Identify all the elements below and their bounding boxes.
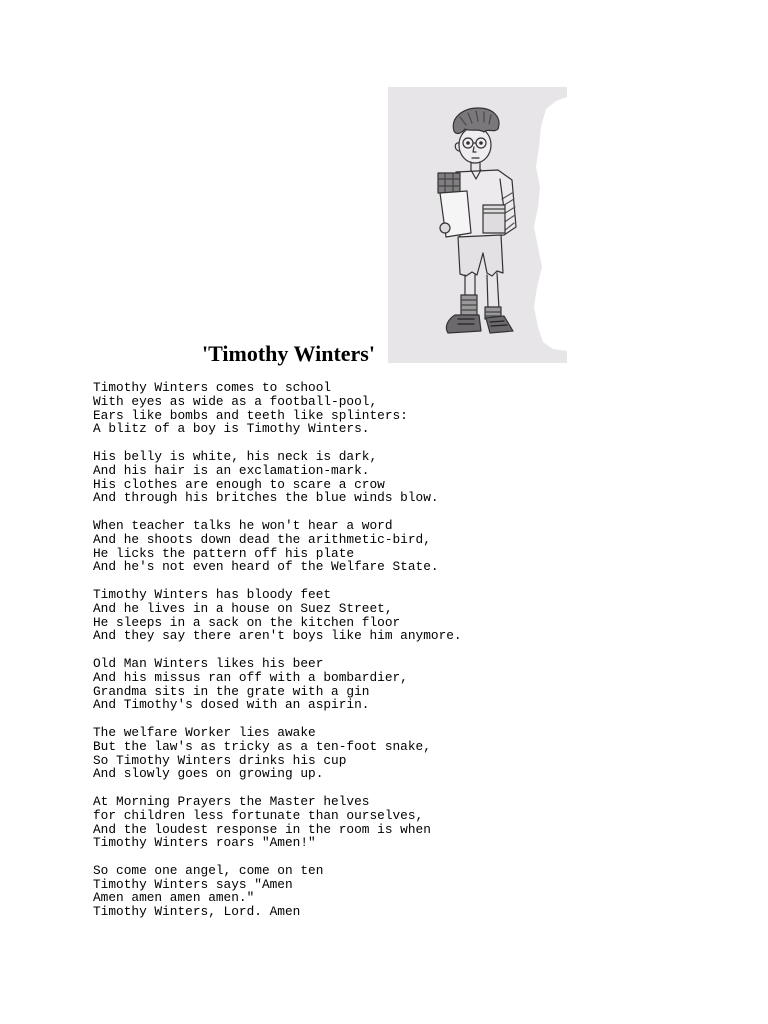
poem-line: He licks the pattern off his plate — [93, 545, 355, 561]
stanza — [93, 657, 462, 712]
poem-line: Timothy Winters, Lord. Amen — [93, 904, 301, 920]
boy-sketch-illustration — [388, 87, 567, 363]
poem-line: Timothy Winters roars "Amen!" — [93, 835, 316, 851]
stanza — [93, 381, 462, 436]
poem-line: His clothes are enough to scare a crow — [93, 476, 385, 492]
poem-line: Amen amen amen amen." — [93, 890, 255, 906]
poem-line: for children less fortunate than ourselves, — [93, 807, 424, 823]
poem-line: At Morning Prayers the Master helves — [93, 793, 370, 809]
poem-line: And slowly goes on growing up. — [93, 766, 324, 782]
stanza — [93, 588, 462, 643]
poem-line: And he lives in a house on Suez Street, — [93, 600, 393, 616]
poem-line: And he shoots down dead the arithmetic-bird, — [93, 531, 431, 547]
poem-line: A blitz of a boy is Timothy Winters. — [93, 421, 370, 437]
poem-line: The welfare Worker lies awake — [93, 724, 316, 740]
stanza — [93, 519, 462, 574]
poem-body — [93, 381, 462, 933]
poem-title: 'Timothy Winters' — [202, 341, 375, 366]
poem-line: And his hair is an exclamation-mark. — [93, 462, 370, 478]
poem-line: Timothy Winters comes to school — [93, 380, 332, 395]
poem-line: And Timothy's dosed with an aspirin. — [93, 697, 370, 713]
poem-line: With eyes as wide as a football-pool, — [93, 393, 378, 409]
poem-line: But the law's as tricky as a ten-foot snake, — [93, 738, 431, 754]
stanza — [93, 726, 462, 781]
stanza — [93, 795, 462, 850]
poem-line: Old Man Winters likes his beer — [93, 655, 324, 671]
poem-line: And through his britches the blue winds blow. — [93, 490, 439, 506]
poem-line: His belly is white, his neck is dark, — [93, 448, 378, 464]
poem-line: So come one angel, come on ten — [93, 862, 324, 878]
poem-line: And his missus ran off with a bombardier, — [93, 669, 408, 685]
poem-line: Grandma sits in the grate with a gin — [93, 683, 370, 699]
stanza — [93, 450, 462, 505]
poem-line: When teacher talks he won't hear a word — [93, 517, 393, 533]
stanza — [93, 864, 462, 919]
poem-line: Timothy Winters has bloody feet — [93, 586, 332, 602]
boy-boots — [446, 315, 513, 333]
poem-line: And he's not even heard of the Welfare State. — [93, 559, 439, 575]
poem-line: So Timothy Winters drinks his cup — [93, 752, 347, 768]
poem-line: Timothy Winters says "Amen — [93, 876, 293, 892]
poem-line: And they say there aren't boys like him anymore. — [93, 628, 462, 644]
poem-line: He sleeps in a sack on the kitchen floor — [93, 614, 401, 630]
poem-line: Ears like bombs and teeth like splinters: — [93, 407, 408, 423]
poem-line: And the loudest response in the room is when — [93, 821, 431, 837]
